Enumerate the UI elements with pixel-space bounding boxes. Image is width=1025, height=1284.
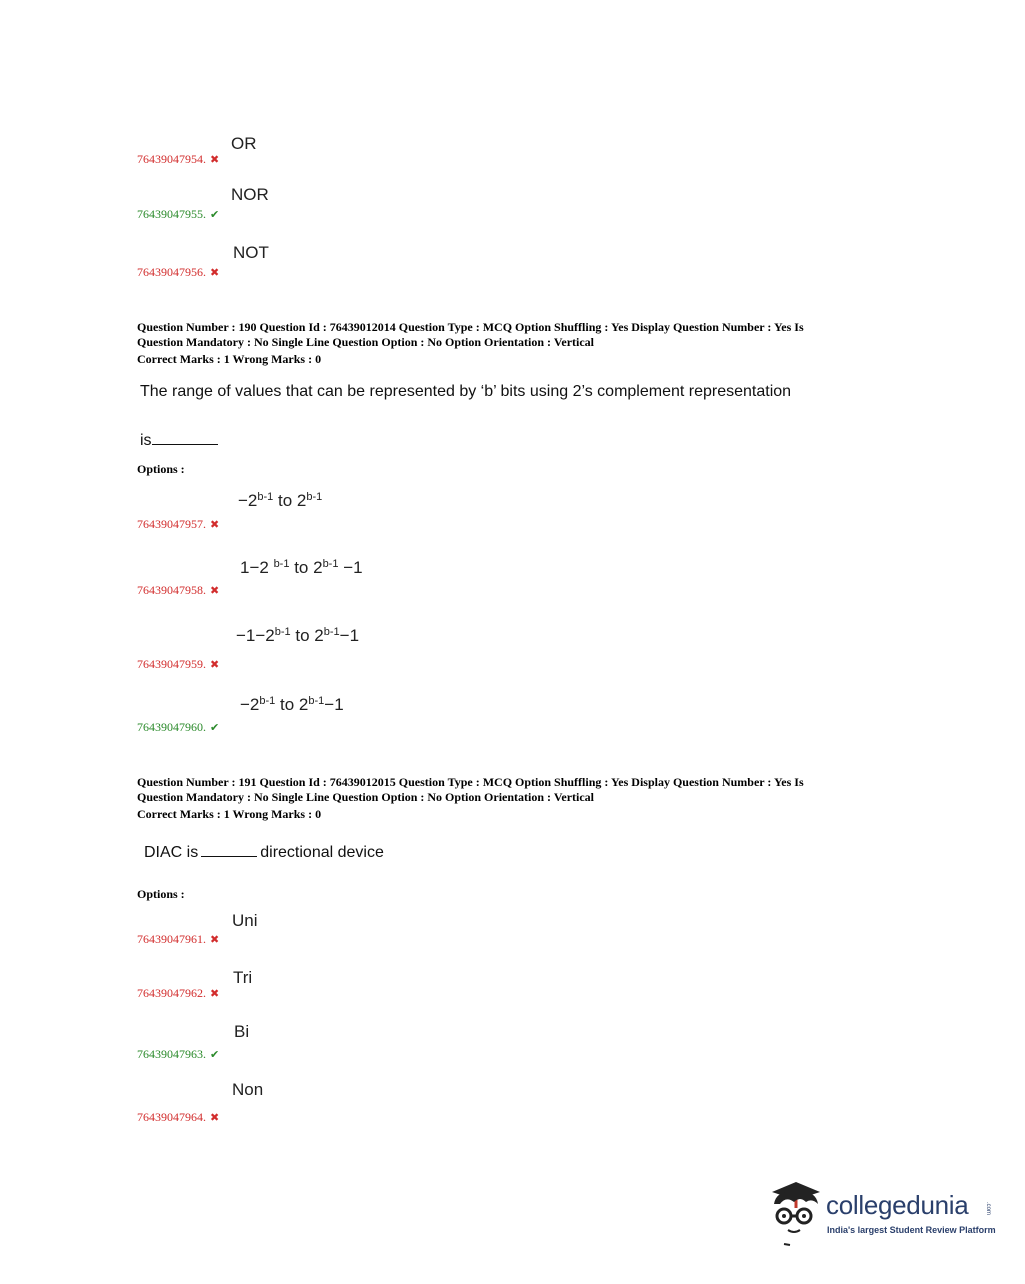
option-text: $-2^{b-1}$ to 2$^{b-1}$	[238, 491, 323, 510]
option-id: 76439047960. ✔	[137, 720, 220, 734]
answer-blank	[152, 432, 218, 445]
option-text: $-1-2^{b-1}$ to $2^{b-1}-1$	[236, 626, 360, 645]
option-id: 76439047961. ✖	[137, 932, 220, 946]
check-icon: ✔	[210, 209, 220, 221]
option-id: 76439047959. ✖	[137, 657, 220, 671]
option-text: OR	[231, 134, 257, 153]
cross-icon: ✖	[210, 519, 220, 531]
cross-icon: ✖	[210, 988, 220, 1000]
options-label: Options :	[137, 462, 185, 476]
cross-icon: ✖	[210, 585, 220, 597]
option-id: 76439047963. ✔	[137, 1047, 220, 1061]
logo-brand-text: collegedunia	[826, 1190, 969, 1220]
option-text: NOR	[231, 185, 269, 204]
cross-icon: ✖	[210, 267, 220, 279]
question-text-end: is	[140, 432, 218, 450]
cross-icon: ✖	[210, 154, 220, 166]
check-icon: ✔	[210, 722, 220, 734]
cross-icon: ✖	[210, 659, 220, 671]
option-text: 1−2 $^{b-1}$ to $2^{b-1} -1$	[240, 558, 363, 577]
option-id: 76439047962. ✖	[137, 986, 220, 1000]
answer-blank	[201, 844, 257, 857]
question-meta: Question Number : 190 Question Id : 76439012014 Question Type : MCQ Option Shuffling : Yes Display Question Number : Yes Is Question Mandatory : No Single Line Question Option : No Option Orientation : Vertical Correct Marks : 1 Wrong Marks : 0	[137, 320, 804, 366]
option-text: Uni	[232, 911, 258, 930]
options-label: Options :	[137, 887, 185, 901]
check-icon: ✔	[210, 1049, 220, 1061]
option-id: 76439047956. ✖	[137, 265, 220, 279]
option-id: 76439047954. ✖	[137, 152, 220, 166]
logo-dotcom: .com	[985, 1202, 991, 1216]
cross-icon: ✖	[210, 1112, 220, 1124]
question-text: The range of values that can be represented by ‘b’ bits using 2’s complement representation	[140, 383, 792, 400]
option-id: 76439047958. ✖	[137, 583, 220, 597]
option-text: Non	[232, 1080, 264, 1099]
logo-tagline: India's largest Student Review Platform	[827, 1225, 996, 1235]
option-text: Bi	[234, 1022, 250, 1041]
option-id: 76439047964. ✖	[137, 1110, 220, 1124]
question-text: DIAC is directional device	[144, 844, 384, 861]
option-id: 76439047957. ✖	[137, 517, 220, 531]
option-text: NOT	[233, 243, 269, 262]
option-text: Tri	[233, 968, 253, 987]
option-id: 76439047955. ✔	[137, 207, 220, 221]
option-text: $-2^{b-1}$ to $2^{b-1}-1$	[240, 695, 344, 714]
question-meta: Question Number : 191 Question Id : 76439012015 Question Type : MCQ Option Shuffling : Yes Display Question Number : Yes Is Question Mandatory : No Single Line Question Option : No Option Orientation : Vertical Correct Marks : 1 Wrong Marks : 0	[137, 775, 804, 821]
mascot-icon	[766, 1178, 824, 1248]
cross-icon: ✖	[210, 934, 220, 946]
